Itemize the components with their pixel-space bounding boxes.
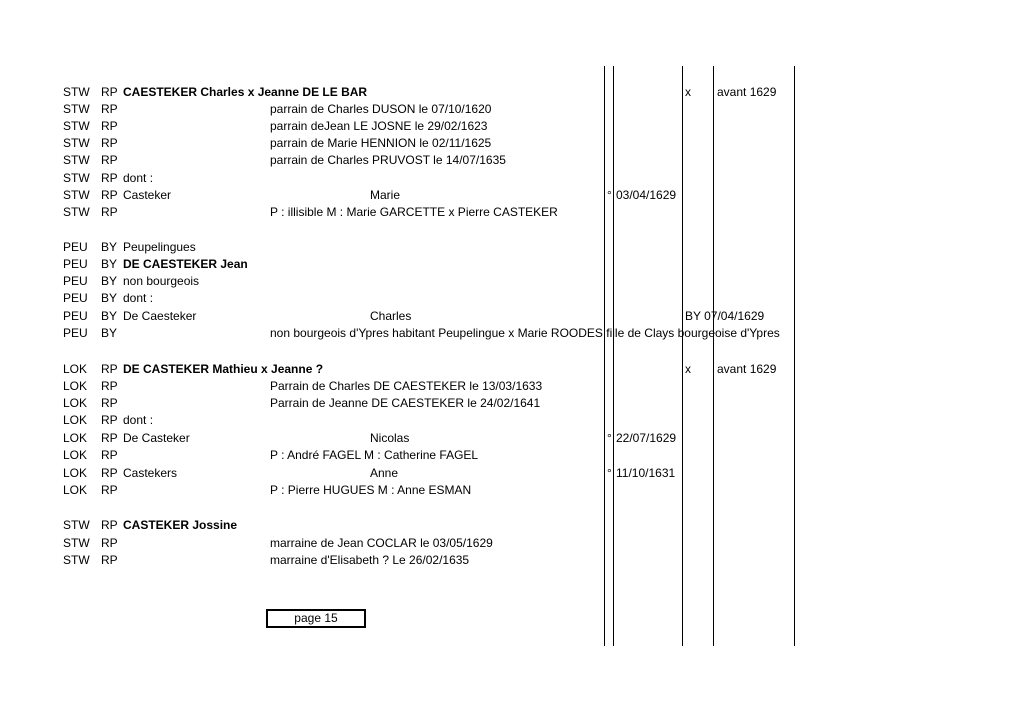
table-row (0, 517, 1024, 534)
cell-c4: parrain de Charles PRUVOST le 14/07/1635 (270, 153, 506, 167)
cell-c3: CAESTEKER Charles x Jeanne DE LE BAR (123, 85, 368, 99)
cell-c1: STW (63, 85, 90, 99)
cell-c5: Charles (370, 309, 412, 323)
table-row (0, 325, 1024, 342)
cell-c3: dont : (123, 171, 154, 185)
cell-c1: LOK (63, 396, 88, 410)
cell-c5: Nicolas (370, 431, 410, 445)
cell-c4: non bourgeois d'Ypres habitant Peupelingue x Marie ROODES fille de Clays bourgeoise d'Ypres (270, 326, 780, 340)
cell-c2: BY (101, 274, 118, 288)
cell-c1: PEU (63, 326, 88, 340)
cell-c4: parrain deJean LE JOSNE le 29/02/1623 (270, 119, 488, 133)
cell-c2: RP (101, 188, 118, 202)
table-row (0, 152, 1024, 169)
cell-c1: STW (63, 518, 90, 532)
page-number: page 15 (294, 611, 338, 625)
cell-c1: STW (63, 171, 90, 185)
cell-c8: BY 07/04/1629 (685, 309, 765, 323)
table-row (0, 361, 1024, 378)
cell-c1: STW (63, 153, 90, 167)
cell-c2: BY (101, 309, 118, 323)
cell-c1: LOK (63, 379, 88, 393)
cell-c7: 11/10/1631 (616, 466, 676, 480)
cell-c1: PEU (63, 309, 88, 323)
cell-c7: 22/07/1629 (616, 431, 677, 445)
cell-c2: RP (101, 553, 118, 567)
cell-c6: ° (607, 466, 612, 480)
table-row (0, 170, 1024, 187)
cell-c9: avant 1629 (717, 85, 777, 99)
cell-c9: avant 1629 (717, 362, 777, 376)
cell-c3: De Casteker (123, 431, 190, 445)
cell-c1: STW (63, 119, 90, 133)
cell-c1: STW (63, 553, 90, 567)
table-row (0, 290, 1024, 307)
table-row (0, 101, 1024, 118)
page-number-box (266, 609, 366, 628)
cell-c2: RP (101, 119, 118, 133)
cell-c2: RP (101, 205, 118, 219)
cell-c1: LOK (63, 448, 88, 462)
cell-c2: RP (101, 466, 118, 480)
cell-c1: PEU (63, 291, 88, 305)
cell-c4: parrain de Charles DUSON le 07/10/1620 (270, 102, 492, 116)
cell-c2: RP (101, 102, 118, 116)
cell-c4: marraine de Jean COCLAR le 03/05/1629 (270, 536, 493, 550)
cell-c1: PEU (63, 240, 88, 254)
cell-c5: Anne (370, 466, 399, 480)
cell-c2: RP (101, 448, 118, 462)
cell-c4: P : Pierre HUGUES M : Anne ESMAN (270, 483, 472, 497)
cell-c4: Parrain de Charles DE CAESTEKER le 13/03/1633 (270, 379, 543, 393)
cell-c1: STW (63, 102, 90, 116)
cell-c3: CASTEKER Jossine (123, 518, 238, 532)
cell-c2: RP (101, 85, 118, 99)
cell-c4: P : illisible M : Marie GARCETTE x Pierre CASTEKER (270, 205, 558, 219)
cell-c2: RP (101, 396, 118, 410)
table-row (0, 256, 1024, 273)
cell-c1: LOK (63, 466, 88, 480)
cell-c3: Peupelingues (123, 240, 196, 254)
cell-c2: RP (101, 431, 118, 445)
cell-c3: DE CAESTEKER Jean (123, 257, 248, 271)
table-row (0, 84, 1024, 101)
cell-c2: RP (101, 483, 118, 497)
cell-c2: RP (101, 153, 118, 167)
table-row (0, 535, 1024, 552)
table-row (0, 187, 1024, 204)
cell-c2: RP (101, 379, 118, 393)
cell-c6: ° (607, 431, 612, 445)
cell-c4: parrain de Marie HENNION le 02/11/1625 (270, 136, 492, 150)
table-row (0, 378, 1024, 395)
cell-c2: RP (101, 171, 118, 185)
table-row (0, 308, 1024, 325)
cell-c1: STW (63, 205, 90, 219)
cell-c7: 03/04/1629 (616, 188, 677, 202)
cell-c4: marraine d'Elisabeth ? Le 26/02/1635 (270, 553, 470, 567)
cell-c1: LOK (63, 413, 88, 427)
table-row (0, 395, 1024, 412)
cell-c1: PEU (63, 257, 88, 271)
cell-c2: BY (101, 291, 118, 305)
cell-c2: RP (101, 413, 118, 427)
cell-c1: PEU (63, 274, 88, 288)
cell-c1: STW (63, 536, 90, 550)
table-row (0, 273, 1024, 290)
cell-c4: P : André FAGEL M : Catherine FAGEL (270, 448, 479, 462)
cell-c3: non bourgeois (123, 274, 200, 288)
table-row (0, 552, 1024, 569)
cell-c6: ° (607, 188, 612, 202)
cell-c2: BY (101, 240, 118, 254)
cell-c3: Castekers (123, 466, 178, 480)
cell-c1: LOK (63, 483, 88, 497)
cell-c3: De Caesteker (123, 309, 197, 323)
table-row (0, 447, 1024, 464)
cell-c2: BY (101, 326, 118, 340)
table-row (0, 412, 1024, 429)
cell-c2: RP (101, 136, 118, 150)
cell-c2: RP (101, 518, 118, 532)
table-row (0, 135, 1024, 152)
table-row (0, 118, 1024, 135)
cell-c1: LOK (63, 431, 88, 445)
cell-c2: RP (101, 362, 118, 376)
cell-c5: Marie (370, 188, 401, 202)
cell-c4: Parrain de Jeanne DE CAESTEKER le 24/02/1641 (270, 396, 541, 410)
table-row (0, 465, 1024, 482)
table-row (0, 482, 1024, 499)
cell-c8: x (685, 362, 691, 376)
cell-c1: LOK (63, 362, 88, 376)
cell-c3: DE CASTEKER Mathieu x Jeanne ? (123, 362, 324, 376)
cell-c8: x (685, 85, 691, 99)
cell-c2: BY (101, 257, 118, 271)
cell-c1: STW (63, 188, 90, 202)
cell-c1: STW (63, 136, 90, 150)
cell-c3: dont : (123, 291, 154, 305)
cell-c3: Casteker (123, 188, 172, 202)
table-row (0, 239, 1024, 256)
table-row (0, 430, 1024, 447)
cell-c2: RP (101, 536, 118, 550)
cell-c3: dont : (123, 413, 154, 427)
table-row (0, 204, 1024, 221)
